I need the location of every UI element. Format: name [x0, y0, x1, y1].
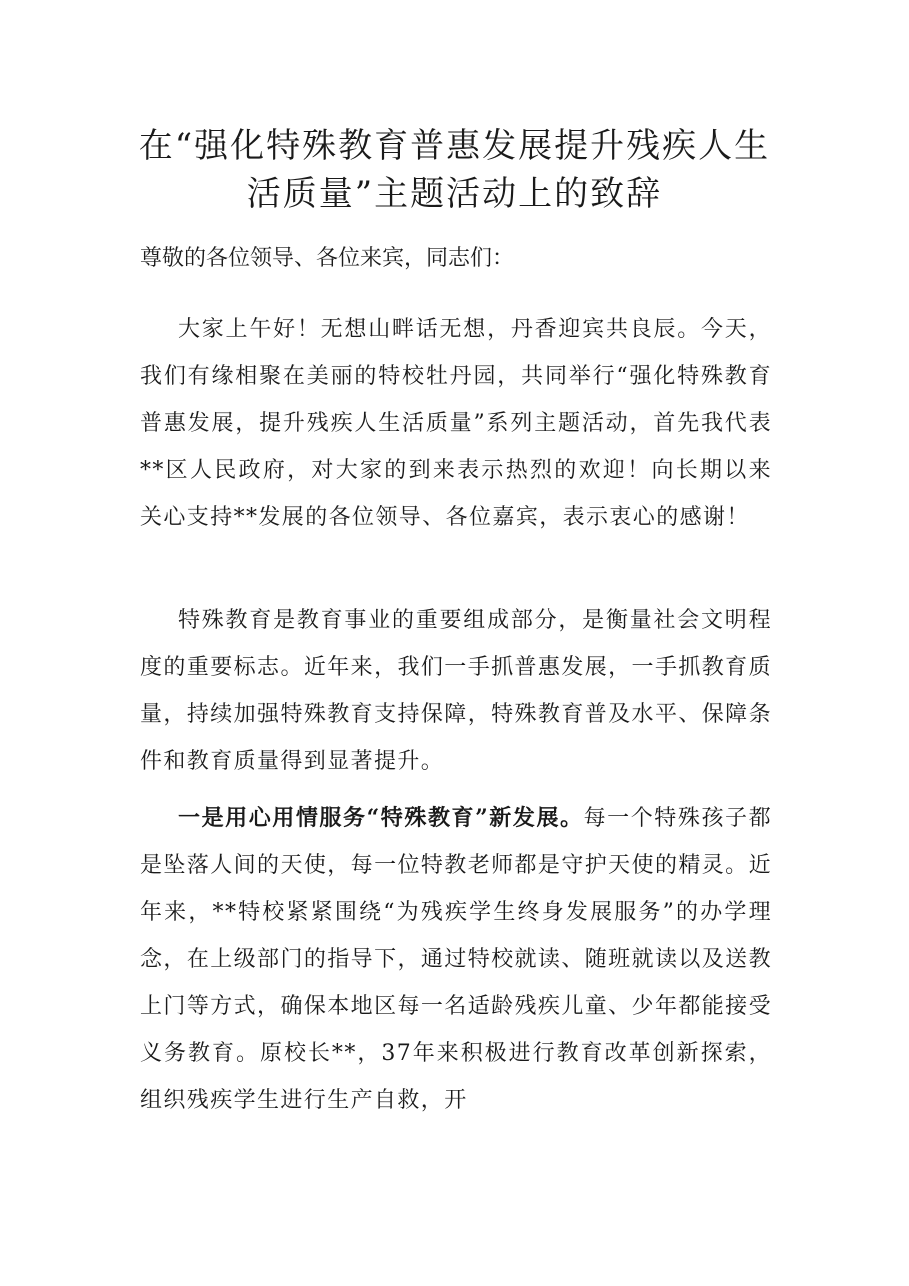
paragraph-first-point-body: 每一个特殊孩子都是坠落人间的天使，每一位特教老师都是守护天使的精灵。近年来，**特校紧紧围绕“为残疾学生终身发展服务”的办学理念，在上级部门的指导下，通过特校就读、随班就读以及送教上门等方式，确保本地区每一名适龄残疾儿童、少年都能接受义务教育。原校长**，37年来积极进行教育改革创新探索，组织残疾学生进行生产自救，开: [140, 806, 772, 1113]
paragraph-special-education: 特殊教育是教育事业的重要组成部分，是衡量社会文明程度的重要标志。近年来，我们一手抓普惠发展，一手抓教育质量，持续加强特殊教育支持保障，特殊教育普及水平、保障条件和教育质量得到显著提升。: [140, 608, 772, 774]
document-title: [120, 122, 789, 218]
salutation: 尊敬的各位领导、各位来宾，同志们：: [140, 246, 515, 271]
paragraph-welcome: 大家上午好！无想山畔话无想，丹香迎宾共良辰。今天，我们有缘相聚在美丽的特校牡丹园，共同举行“强化特殊教育普惠发展，提升残疾人生活质量”系列主题活动，首先我代表**区人民政府，对大家的到来表示热烈的欢迎！向长期以来关心支持**发展的各位领导、各位嘉宾，表示衷心的感谢！: [140, 317, 772, 530]
title-line-2: 活质量”主题活动上的致辞: [246, 174, 663, 214]
title-line-1: 在“强化特殊教育普惠发展提升残疾人生: [138, 126, 771, 166]
paragraph-first-point-heading: 一是用心用情服务“特殊教育”新发展。: [178, 805, 584, 831]
paragraph-first-point: [140, 795, 772, 1124]
